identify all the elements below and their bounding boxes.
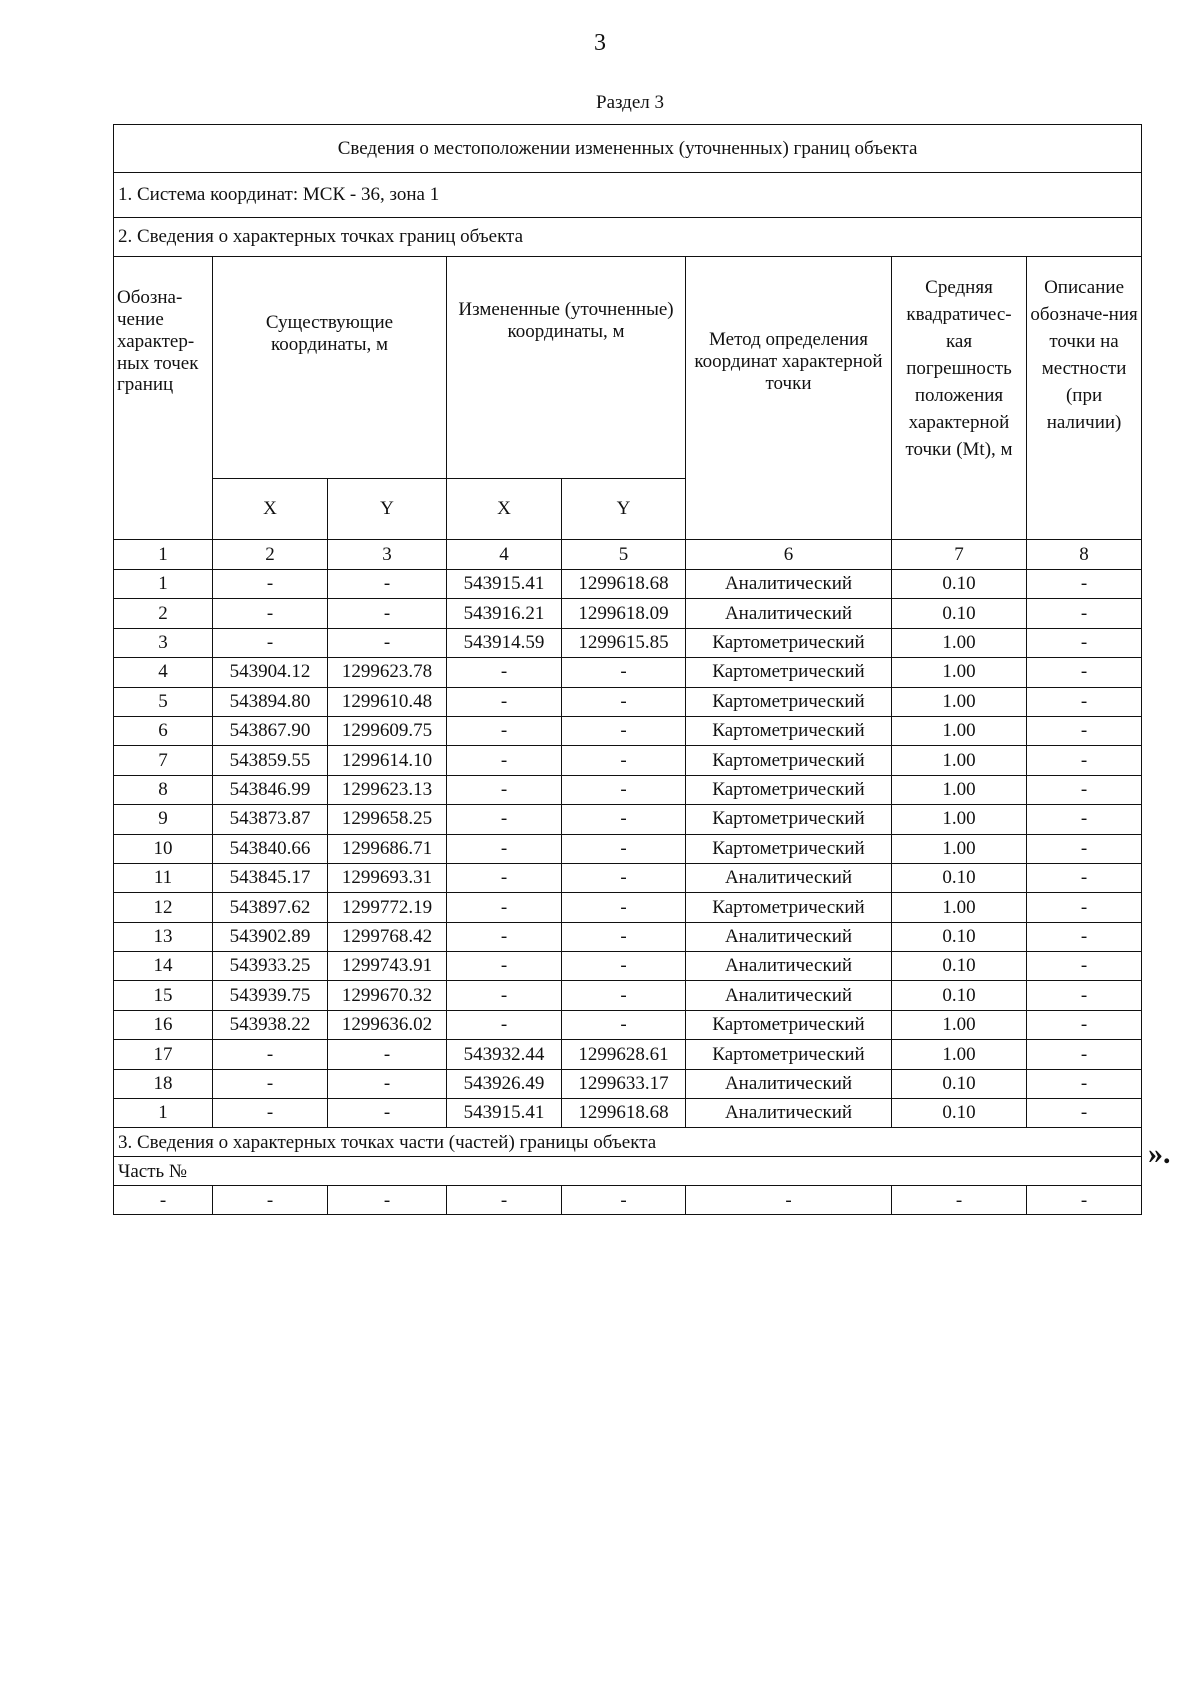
- boundary-points-table: [113, 124, 1142, 1215]
- header-description: Описание обозначе-ния точки на местности (при наличии): [1027, 257, 1142, 540]
- table-cell: Картометрический: [686, 658, 892, 687]
- table-cell: -: [562, 834, 686, 863]
- table-cell: 1.00: [892, 893, 1027, 922]
- table-cell: 1.00: [892, 1010, 1027, 1039]
- table-cell: -: [447, 805, 562, 834]
- table-cell: -: [447, 952, 562, 981]
- table-cell: -: [562, 863, 686, 892]
- parts-heading: 3. Сведения о характерных точках части (частей) границы объекта: [114, 1128, 1142, 1157]
- table-cell: -: [447, 981, 562, 1010]
- column-number-cell: 1: [114, 540, 213, 570]
- table-cell: -: [1027, 952, 1142, 981]
- table-cell: -: [562, 805, 686, 834]
- table-cell: 2: [114, 599, 213, 628]
- table-cell: -: [447, 922, 562, 951]
- table-row: [114, 746, 1142, 775]
- table-cell: 0.10: [892, 863, 1027, 892]
- table-cell: -: [1027, 599, 1142, 628]
- table-row: [114, 981, 1142, 1010]
- table-cell: -: [1027, 775, 1142, 804]
- table-cell: -: [1027, 1069, 1142, 1098]
- table-cell: Картометрический: [686, 834, 892, 863]
- table-cell: -: [1027, 1040, 1142, 1069]
- table-cell: -: [114, 1186, 213, 1215]
- table-row: [114, 628, 1142, 657]
- table-title: Сведения о местоположении измененных (уточненных) границ объекта: [114, 125, 1142, 173]
- table-cell: 543902.89: [213, 922, 328, 951]
- table-cell: 1299768.42: [328, 922, 447, 951]
- table-cell: 1.00: [892, 1040, 1027, 1069]
- table-cell: -: [562, 981, 686, 1010]
- table-cell: 1299743.91: [328, 952, 447, 981]
- table-cell: -: [447, 775, 562, 804]
- table-cell: Картометрический: [686, 628, 892, 657]
- part-label: Часть №: [114, 1157, 1142, 1186]
- table-cell: 543867.90: [213, 716, 328, 745]
- table-cell: 543873.87: [213, 805, 328, 834]
- table-cell: 1299670.32: [328, 981, 447, 1010]
- table-cell: 0.10: [892, 981, 1027, 1010]
- table-cell: 1: [114, 1099, 213, 1128]
- table-cell: -: [328, 1186, 447, 1215]
- table-cell: 1299618.09: [562, 599, 686, 628]
- table-cell: 16: [114, 1010, 213, 1039]
- table-row: [114, 599, 1142, 628]
- table-cell: -: [1027, 687, 1142, 716]
- table-cell: 1299618.68: [562, 1099, 686, 1128]
- table-cell: 17: [114, 1040, 213, 1069]
- table-cell: 1: [114, 570, 213, 599]
- table-cell: 10: [114, 834, 213, 863]
- table-cell: -: [1027, 834, 1142, 863]
- table-cell: -: [447, 863, 562, 892]
- table-cell: 4: [114, 658, 213, 687]
- header-method: Метод определения координат характерной точки: [686, 257, 892, 540]
- table-cell: 0.10: [892, 1069, 1027, 1098]
- table-cell: -: [686, 1186, 892, 1215]
- table-cell: -: [328, 1040, 447, 1069]
- table-cell: 543932.44: [447, 1040, 562, 1069]
- table-cell: -: [1027, 1186, 1142, 1215]
- table-cell: 543915.41: [447, 570, 562, 599]
- table-cell: -: [447, 834, 562, 863]
- table-cell: 0.10: [892, 922, 1027, 951]
- table-cell: Аналитический: [686, 570, 892, 599]
- table-cell: 1.00: [892, 716, 1027, 745]
- table-cell: 1.00: [892, 687, 1027, 716]
- table-cell: 5: [114, 687, 213, 716]
- table-cell: -: [1027, 746, 1142, 775]
- table-cell: -: [1027, 628, 1142, 657]
- table-cell: 6: [114, 716, 213, 745]
- table-cell: 18: [114, 1069, 213, 1098]
- table-cell: -: [328, 628, 447, 657]
- table-cell: -: [213, 599, 328, 628]
- header-existing-y: Y: [328, 479, 447, 540]
- table-row: [114, 893, 1142, 922]
- column-number-cell: 7: [892, 540, 1027, 570]
- table-cell: 1299693.31: [328, 863, 447, 892]
- table-cell: Аналитический: [686, 1099, 892, 1128]
- table-cell: 1.00: [892, 628, 1027, 657]
- table-cell: 3: [114, 628, 213, 657]
- table-cell: -: [447, 746, 562, 775]
- table-cell: 1.00: [892, 805, 1027, 834]
- table-cell: -: [1027, 1099, 1142, 1128]
- header-error: Средняя квадратичес-кая погрешность положения характерной точки (Mt), м: [892, 257, 1027, 540]
- table-cell: 543859.55: [213, 746, 328, 775]
- coordinate-system: 1. Система координат: МСК - 36, зона 1: [114, 173, 1142, 218]
- table-cell: 7: [114, 746, 213, 775]
- table-cell: 0.10: [892, 570, 1027, 599]
- table-cell: -: [213, 1069, 328, 1098]
- closing-quote-mark: ».: [1148, 1137, 1171, 1170]
- table-row: [114, 1040, 1142, 1069]
- table-cell: Аналитический: [686, 952, 892, 981]
- table-cell: -: [562, 893, 686, 922]
- table-cell: 1.00: [892, 834, 1027, 863]
- table-cell: -: [213, 570, 328, 599]
- table-cell: Картометрический: [686, 805, 892, 834]
- table-cell: 1299614.10: [328, 746, 447, 775]
- table-cell: -: [213, 1040, 328, 1069]
- section-title: Раздел 3: [596, 92, 664, 113]
- table-cell: 1299623.13: [328, 775, 447, 804]
- table-cell: Картометрический: [686, 687, 892, 716]
- table-cell: 543840.66: [213, 834, 328, 863]
- table-row: [114, 952, 1142, 981]
- column-number-cell: 4: [447, 540, 562, 570]
- table-cell: -: [447, 716, 562, 745]
- table-cell: 1.00: [892, 775, 1027, 804]
- header-changed-coordinates: Измененные (уточненные) координаты, м: [447, 257, 686, 479]
- table-cell: -: [447, 1010, 562, 1039]
- table-cell: -: [447, 658, 562, 687]
- table-row: [114, 570, 1142, 599]
- table-cell: -: [328, 1099, 447, 1128]
- table-row: [114, 775, 1142, 804]
- table-cell: -: [892, 1186, 1027, 1215]
- table-cell: 0.10: [892, 599, 1027, 628]
- table-cell: Картометрический: [686, 716, 892, 745]
- table-cell: 543939.75: [213, 981, 328, 1010]
- table-cell: -: [1027, 716, 1142, 745]
- table-cell: 1299633.17: [562, 1069, 686, 1098]
- table-cell: -: [1027, 570, 1142, 599]
- table-cell: -: [328, 1069, 447, 1098]
- table-cell: -: [562, 922, 686, 951]
- table-cell: -: [562, 952, 686, 981]
- table-cell: -: [328, 599, 447, 628]
- table-cell: -: [1027, 922, 1142, 951]
- table-cell: -: [447, 893, 562, 922]
- table-cell: 543845.17: [213, 863, 328, 892]
- header-designation: Обозна-чение характер-ных точек границ: [114, 257, 213, 540]
- table-cell: 543914.59: [447, 628, 562, 657]
- table-row: [114, 1069, 1142, 1098]
- table-cell: -: [1027, 1010, 1142, 1039]
- table-cell: 1299610.48: [328, 687, 447, 716]
- page-number: 3: [594, 30, 606, 56]
- table-cell: 13: [114, 922, 213, 951]
- table-cell: Аналитический: [686, 599, 892, 628]
- column-number-cell: 2: [213, 540, 328, 570]
- table-cell: -: [447, 1186, 562, 1215]
- table-cell: 0.10: [892, 1099, 1027, 1128]
- table-cell: 15: [114, 981, 213, 1010]
- table-cell: 1299615.85: [562, 628, 686, 657]
- table-cell: Картометрический: [686, 1040, 892, 1069]
- table-cell: -: [1027, 863, 1142, 892]
- table-row: [114, 863, 1142, 892]
- table-cell: 543894.80: [213, 687, 328, 716]
- table-cell: 1299772.19: [328, 893, 447, 922]
- table-row: [114, 687, 1142, 716]
- column-numbers-row: [114, 540, 1142, 570]
- table-cell: 1.00: [892, 746, 1027, 775]
- table-cell: Аналитический: [686, 922, 892, 951]
- table-cell: Аналитический: [686, 981, 892, 1010]
- table-cell: -: [1027, 893, 1142, 922]
- table-cell: 543916.21: [447, 599, 562, 628]
- header-changed-x: X: [447, 479, 562, 540]
- table-cell: Картометрический: [686, 746, 892, 775]
- points-heading: 2. Сведения о характерных точках границ объекта: [114, 218, 1142, 257]
- table-cell: 1299658.25: [328, 805, 447, 834]
- table-cell: 11: [114, 863, 213, 892]
- table-cell: -: [562, 687, 686, 716]
- table-cell: 8: [114, 775, 213, 804]
- table-cell: 543915.41: [447, 1099, 562, 1128]
- table-cell: 543846.99: [213, 775, 328, 804]
- table-cell: -: [447, 687, 562, 716]
- column-number-cell: 3: [328, 540, 447, 570]
- table-cell: Картометрический: [686, 1010, 892, 1039]
- table-cell: 1299686.71: [328, 834, 447, 863]
- table-cell: -: [562, 716, 686, 745]
- table-cell: -: [562, 658, 686, 687]
- table-cell: -: [213, 1186, 328, 1215]
- table-row: [114, 922, 1142, 951]
- table-cell: -: [1027, 981, 1142, 1010]
- column-number-cell: 8: [1027, 540, 1142, 570]
- table-cell: 14: [114, 952, 213, 981]
- table-cell: 12: [114, 893, 213, 922]
- table-cell: 0.10: [892, 952, 1027, 981]
- table-cell: 1299628.61: [562, 1040, 686, 1069]
- table-cell: 1.00: [892, 658, 1027, 687]
- table-row: [114, 1099, 1142, 1128]
- table-row: [114, 1010, 1142, 1039]
- table-cell: 1299636.02: [328, 1010, 447, 1039]
- table-cell: 9: [114, 805, 213, 834]
- table-cell: 543938.22: [213, 1010, 328, 1039]
- table-cell: -: [213, 1099, 328, 1128]
- header-existing-x: X: [213, 479, 328, 540]
- header-changed-y: Y: [562, 479, 686, 540]
- table-cell: -: [562, 1186, 686, 1215]
- table-row: [114, 834, 1142, 863]
- table-cell: Аналитический: [686, 1069, 892, 1098]
- table-cell: 543897.62: [213, 893, 328, 922]
- table-cell: -: [328, 570, 447, 599]
- header-existing-coordinates: Существующие координаты, м: [213, 257, 447, 479]
- table-cell: -: [562, 746, 686, 775]
- table-cell: 543933.25: [213, 952, 328, 981]
- table-row: [114, 658, 1142, 687]
- column-number-cell: 5: [562, 540, 686, 570]
- table-cell: Картометрический: [686, 775, 892, 804]
- part-row: [114, 1186, 1142, 1215]
- table-cell: 1299609.75: [328, 716, 447, 745]
- table-cell: 543926.49: [447, 1069, 562, 1098]
- table-row: [114, 805, 1142, 834]
- table-cell: -: [1027, 658, 1142, 687]
- table-cell: -: [1027, 805, 1142, 834]
- table-cell: -: [562, 1010, 686, 1039]
- table-cell: Аналитический: [686, 863, 892, 892]
- table-cell: 1299618.68: [562, 570, 686, 599]
- table-cell: -: [562, 775, 686, 804]
- table-cell: Картометрический: [686, 893, 892, 922]
- column-number-cell: 6: [686, 540, 892, 570]
- table-cell: 1299623.78: [328, 658, 447, 687]
- table-row: [114, 716, 1142, 745]
- table-cell: -: [213, 628, 328, 657]
- table-cell: 543904.12: [213, 658, 328, 687]
